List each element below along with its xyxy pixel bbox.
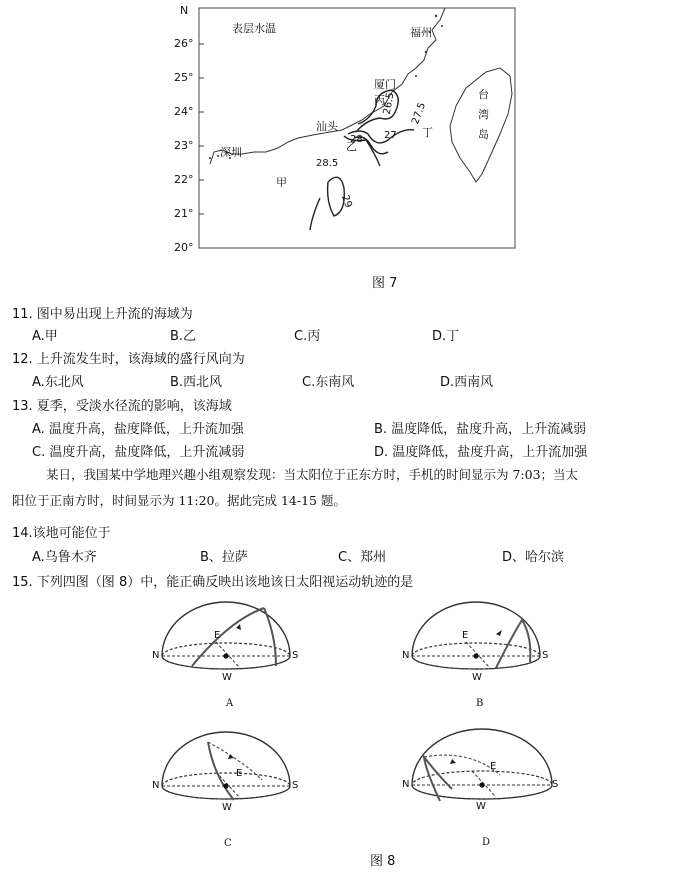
place-xiamen: 厦门 — [374, 78, 396, 91]
q12-option-c: C.东南风 — [302, 375, 355, 390]
fig8-a-n: N — [152, 650, 160, 661]
q14-stem: 14.该地可能位于 — [12, 526, 111, 541]
isotherm-29: 29 — [339, 193, 354, 210]
fig8-panel-a — [150, 600, 300, 710]
fig8-d-label: D — [482, 837, 491, 848]
map-svg — [170, 2, 520, 257]
q11-stem: 11. 图中易出现上升流的海域为 — [12, 307, 193, 322]
figure-7-map — [170, 2, 520, 257]
isotherm-27: 27 — [384, 130, 397, 141]
q13-stem: 13. 夏季，受淡水径流的影响，该海域 — [12, 399, 232, 414]
passage-line-2: 阳位于正南方时，时间显示为 11:20。据此完成 14-15 题。 — [12, 493, 346, 508]
fig8-c-e: E — [236, 768, 243, 779]
q11-option-b: B.乙 — [170, 329, 197, 344]
q13-option-c: C. 温度升高，盐度降低，上升流减弱 — [32, 445, 245, 460]
figure-8-caption: 图 8 — [370, 854, 396, 869]
place-taiwan-2: 湾 — [478, 108, 489, 121]
isotherm-28: 28 — [350, 134, 363, 145]
lat-label-24: 24° — [174, 105, 194, 118]
q13-option-d: D. 温度降低，盐度升高，上升流加强 — [374, 445, 588, 460]
q13-option-b: B. 温度降低，盐度升高，上升流减弱 — [374, 422, 587, 437]
fig8-c-s: S — [292, 780, 299, 791]
q14-option-a: A.乌鲁木齐 — [32, 550, 97, 565]
q12-option-d: D.西南风 — [440, 375, 494, 390]
lat-label-25: 25° — [174, 71, 194, 84]
region-bing: 丙 — [374, 94, 385, 107]
figure-7-caption: 图 7 — [372, 276, 398, 291]
passage-line-1: 某日，我国某中学地理兴趣小组观察发现：当太阳位于正东方时，手机的时间显示为 7:03；当太 — [46, 467, 579, 482]
q11-option-c: C.丙 — [294, 329, 321, 344]
lat-label-n: N — [180, 4, 189, 17]
fig8-b-e: E — [462, 630, 469, 641]
q14-option-b: B、拉萨 — [200, 550, 248, 565]
q12-option-b: B.西北风 — [170, 375, 223, 390]
q14-option-d: D、哈尔滨 — [502, 550, 565, 565]
fig8-c-w: W — [222, 802, 232, 813]
fig8-a-label: A — [226, 698, 234, 709]
fig8-a-e: E — [214, 630, 221, 641]
lat-label-21: 21° — [174, 207, 194, 220]
fig8-b-w: W — [472, 672, 482, 683]
fig8-b-label: B — [476, 698, 484, 709]
q15-stem: 15. 下列四图（图 8）中，能正确反映出该地该日太阳视运动轨迹的是 — [12, 575, 414, 590]
map-title: 表层水温 — [232, 22, 276, 35]
q12-stem: 12. 上升流发生时，该海域的盛行风向为 — [12, 352, 245, 367]
lat-ticks — [199, 44, 204, 214]
region-yi: 乙 — [346, 140, 357, 153]
region-ding: 丁 — [422, 126, 433, 139]
fig8-d-w: W — [476, 801, 486, 812]
fig8-c-n: N — [152, 780, 160, 791]
isotherm-26-5: 26.5 — [381, 91, 397, 116]
fig8-panel-d — [400, 725, 560, 848]
lat-label-22: 22° — [174, 173, 194, 186]
fig8-a-w: W — [222, 672, 232, 683]
fig8-d-diagram — [400, 725, 560, 810]
place-taiwan-1: 台 — [478, 88, 489, 101]
q14-option-c: C、郑州 — [338, 550, 387, 565]
q11-option-a: A.甲 — [32, 329, 58, 344]
fig8-panel-b — [400, 600, 550, 710]
fig8-d-n: N — [402, 779, 410, 790]
isotherm-28-5: 28.5 — [316, 158, 339, 169]
lat-label-20: 20° — [174, 241, 194, 254]
place-taiwan-3: 岛 — [478, 128, 489, 141]
map-frame — [199, 8, 515, 248]
isotherm-27-5: 27.5 — [410, 101, 429, 126]
fig8-c-label: C — [224, 838, 232, 849]
fig8-a-s: S — [292, 650, 299, 661]
fig8-b-s: S — [542, 650, 549, 661]
lat-label-26: 26° — [174, 37, 194, 50]
q13-option-a: A. 温度升高，盐度降低，上升流加强 — [32, 422, 244, 437]
q11-option-d: D.丁 — [432, 329, 460, 344]
fig8-d-s: S — [552, 779, 559, 790]
fig8-d-e: E — [490, 761, 497, 772]
fig8-b-n: N — [402, 650, 410, 661]
islands — [209, 15, 443, 159]
lat-label-23: 23° — [174, 139, 194, 152]
region-jia: 甲 — [276, 176, 287, 189]
place-fuzhou: 福州 — [410, 26, 432, 39]
fig8-panel-c — [150, 730, 300, 849]
place-shantou: 汕头 — [316, 120, 338, 133]
q12-option-a: A.东北风 — [32, 375, 84, 390]
place-shenzhen: 深圳 — [220, 146, 242, 159]
